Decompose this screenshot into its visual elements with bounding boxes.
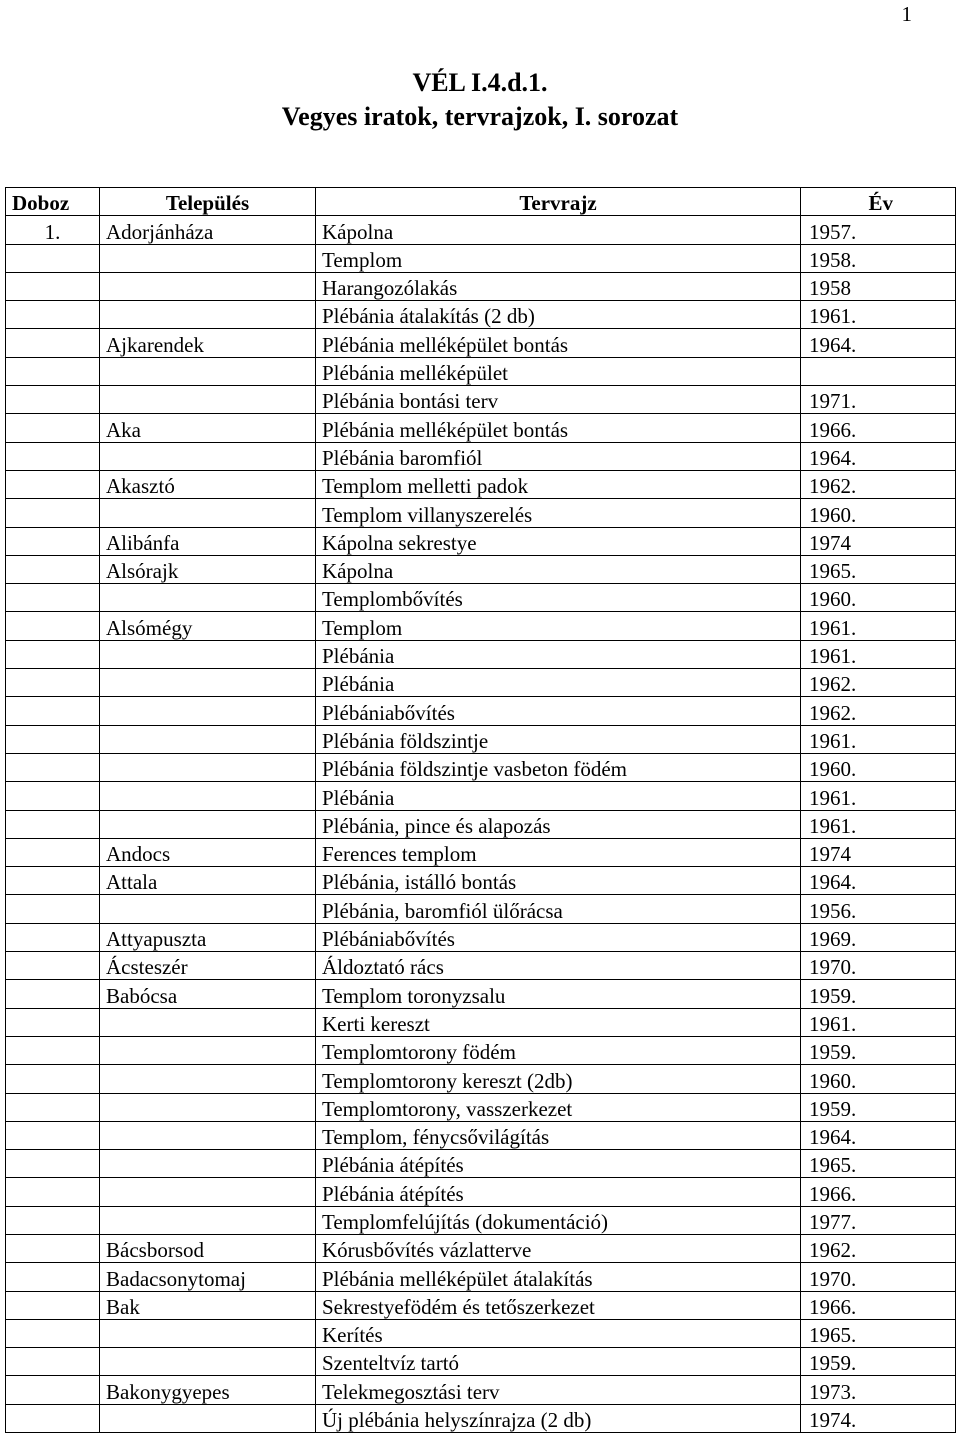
settlement-cell: Adorjánháza xyxy=(100,216,316,244)
settlement-cell xyxy=(100,244,316,272)
year-cell: 1962. xyxy=(801,669,956,697)
settlement-cell xyxy=(100,1178,316,1206)
plan-cell: Templom, fénycsővilágítás xyxy=(316,1121,801,1149)
table-row xyxy=(6,1065,956,1093)
header-plan: Tervrajz xyxy=(316,188,801,216)
year-cell: 1974 xyxy=(801,527,956,555)
year-cell: 1965. xyxy=(801,1150,956,1178)
box-cell xyxy=(6,301,100,329)
settlement-cell xyxy=(100,782,316,810)
box-cell xyxy=(6,272,100,300)
plan-cell: Plébánia átépítés xyxy=(316,1178,801,1206)
plan-cell: Plébánia xyxy=(316,669,801,697)
settlement-cell xyxy=(100,810,316,838)
box-cell xyxy=(6,357,100,385)
box-cell xyxy=(6,1376,100,1404)
settlement-cell xyxy=(100,1008,316,1036)
header-year: Év xyxy=(801,188,956,216)
settlement-cell xyxy=(100,499,316,527)
table-row xyxy=(6,697,956,725)
inventory-table xyxy=(5,187,956,1433)
table-row xyxy=(6,329,956,357)
plan-cell: Templomfelújítás (dokumentáció) xyxy=(316,1206,801,1234)
table-header-row xyxy=(6,188,956,216)
table-row xyxy=(6,555,956,583)
settlement-cell xyxy=(100,1065,316,1093)
plan-cell: Kápolna xyxy=(316,555,801,583)
plan-cell: Sekrestyefödém és tetőszerkezet xyxy=(316,1291,801,1319)
year-cell: 1957. xyxy=(801,216,956,244)
box-cell xyxy=(6,584,100,612)
plan-cell: Plébánia, istálló bontás xyxy=(316,867,801,895)
plan-cell: Templomtorony födém xyxy=(316,1036,801,1064)
table-row xyxy=(6,244,956,272)
plan-cell: Templom xyxy=(316,244,801,272)
box-cell xyxy=(6,640,100,668)
box-cell xyxy=(6,782,100,810)
box-cell xyxy=(6,527,100,555)
box-cell xyxy=(6,555,100,583)
year-cell: 1960. xyxy=(801,753,956,781)
table-row xyxy=(6,669,956,697)
box-cell xyxy=(6,725,100,753)
plan-cell: Templom villanyszerelés xyxy=(316,499,801,527)
box-cell xyxy=(6,1178,100,1206)
settlement-cell: Attyapuszta xyxy=(100,923,316,951)
box-cell xyxy=(6,952,100,980)
plan-cell: Plébánia átalakítás (2 db) xyxy=(316,301,801,329)
settlement-cell xyxy=(100,1121,316,1149)
table-row xyxy=(6,470,956,498)
box-cell xyxy=(6,244,100,272)
plan-cell: Plébánia földszintje xyxy=(316,725,801,753)
title-line-2: Vegyes iratok, tervrajzok, I. sorozat xyxy=(281,102,679,131)
box-cell xyxy=(6,1348,100,1376)
box-cell xyxy=(6,980,100,1008)
table-row xyxy=(6,810,956,838)
plan-cell: Kápolna sekrestye xyxy=(316,527,801,555)
table-row xyxy=(6,952,956,980)
box-cell xyxy=(6,1121,100,1149)
box-cell xyxy=(6,895,100,923)
plan-cell: Templomtorony, vasszerkezet xyxy=(316,1093,801,1121)
box-cell xyxy=(6,1065,100,1093)
document-title xyxy=(0,66,960,134)
plan-cell: Plébánia melléképület átalakítás xyxy=(316,1263,801,1291)
settlement-cell: Alsómégy xyxy=(100,612,316,640)
box-cell xyxy=(6,810,100,838)
table-row xyxy=(6,1404,956,1432)
table-body xyxy=(6,216,956,1433)
table-row xyxy=(6,1348,956,1376)
table-row xyxy=(6,895,956,923)
year-cell: 1960. xyxy=(801,499,956,527)
table-row xyxy=(6,584,956,612)
table-row xyxy=(6,357,956,385)
year-cell: 1961. xyxy=(801,640,956,668)
plan-cell: Plébánia bontási terv xyxy=(316,386,801,414)
settlement-cell: Akasztó xyxy=(100,470,316,498)
page-number: 1 xyxy=(901,2,912,26)
table-row xyxy=(6,612,956,640)
year-cell: 1974 xyxy=(801,838,956,866)
table-row xyxy=(6,442,956,470)
settlement-cell xyxy=(100,442,316,470)
year-cell: 1960. xyxy=(801,1065,956,1093)
plan-cell: Templombővítés xyxy=(316,584,801,612)
settlement-cell: Babócsa xyxy=(100,980,316,1008)
settlement-cell xyxy=(100,272,316,300)
settlement-cell: Alibánfa xyxy=(100,527,316,555)
box-cell xyxy=(6,923,100,951)
plan-cell: Plébánia, pince és alapozás xyxy=(316,810,801,838)
settlement-cell xyxy=(100,753,316,781)
box-cell xyxy=(6,1291,100,1319)
settlement-cell: Bak xyxy=(100,1291,316,1319)
settlement-cell xyxy=(100,357,316,385)
box-cell xyxy=(6,867,100,895)
box-cell xyxy=(6,838,100,866)
year-cell: 1959. xyxy=(801,1093,956,1121)
settlement-cell xyxy=(100,1093,316,1121)
plan-cell: Ferences templom xyxy=(316,838,801,866)
plan-cell: Plébániabővítés xyxy=(316,697,801,725)
settlement-cell xyxy=(100,1036,316,1064)
box-cell xyxy=(6,669,100,697)
year-cell: 1973. xyxy=(801,1376,956,1404)
year-cell: 1961. xyxy=(801,725,956,753)
box-cell xyxy=(6,470,100,498)
table-row xyxy=(6,1093,956,1121)
plan-cell: Kerítés xyxy=(316,1319,801,1347)
table-row xyxy=(6,782,956,810)
plan-cell: Plébánia, baromfiól ülőrácsa xyxy=(316,895,801,923)
box-cell xyxy=(6,1234,100,1262)
box-cell xyxy=(6,499,100,527)
box-cell xyxy=(6,1206,100,1234)
plan-cell: Templom toronyzsalu xyxy=(316,980,801,1008)
table-row xyxy=(6,725,956,753)
year-cell: 1966. xyxy=(801,1178,956,1206)
table-row xyxy=(6,1376,956,1404)
table-row xyxy=(6,414,956,442)
table-row xyxy=(6,272,956,300)
year-cell: 1965. xyxy=(801,555,956,583)
plan-cell: Kápolna xyxy=(316,216,801,244)
table-row xyxy=(6,1008,956,1036)
settlement-cell xyxy=(100,640,316,668)
plan-cell: Plébánia xyxy=(316,782,801,810)
settlement-cell xyxy=(100,1404,316,1432)
year-cell: 1964. xyxy=(801,867,956,895)
plan-cell: Plébánia xyxy=(316,640,801,668)
year-cell: 1959. xyxy=(801,1036,956,1064)
plan-cell: Szenteltvíz tartó xyxy=(316,1348,801,1376)
plan-cell: Kórusbővítés vázlatterve xyxy=(316,1234,801,1262)
year-cell: 1964. xyxy=(801,329,956,357)
box-cell xyxy=(6,1263,100,1291)
settlement-cell xyxy=(100,895,316,923)
year-cell: 1966. xyxy=(801,1291,956,1319)
year-cell: 1959. xyxy=(801,980,956,1008)
box-cell: 1. xyxy=(6,216,100,244)
settlement-cell xyxy=(100,1206,316,1234)
year-cell: 1964. xyxy=(801,442,956,470)
year-cell: 1961. xyxy=(801,1008,956,1036)
year-cell: 1965. xyxy=(801,1319,956,1347)
table-row xyxy=(6,1150,956,1178)
year-cell: 1964. xyxy=(801,1121,956,1149)
settlement-cell: Bakonygyepes xyxy=(100,1376,316,1404)
settlement-cell xyxy=(100,386,316,414)
year-cell: 1962. xyxy=(801,470,956,498)
table-row xyxy=(6,1121,956,1149)
box-cell xyxy=(6,1093,100,1121)
settlement-cell xyxy=(100,1150,316,1178)
inventory-table-container xyxy=(5,187,955,1433)
table-row xyxy=(6,1319,956,1347)
table-row xyxy=(6,923,956,951)
year-cell: 1977. xyxy=(801,1206,956,1234)
box-cell xyxy=(6,442,100,470)
table-row xyxy=(6,1234,956,1262)
year-cell: 1961. xyxy=(801,782,956,810)
table-row xyxy=(6,640,956,668)
year-cell: 1962. xyxy=(801,697,956,725)
plan-cell: Harangozólakás xyxy=(316,272,801,300)
box-cell xyxy=(6,1150,100,1178)
settlement-cell: Aka xyxy=(100,414,316,442)
table-row xyxy=(6,980,956,1008)
table-row xyxy=(6,1291,956,1319)
plan-cell: Áldoztató rács xyxy=(316,952,801,980)
settlement-cell: Badacsonytomaj xyxy=(100,1263,316,1291)
title-line-1: VÉL I.4.d.1. xyxy=(412,68,548,97)
year-cell: 1974. xyxy=(801,1404,956,1432)
table-row xyxy=(6,527,956,555)
table-row xyxy=(6,301,956,329)
header-settlement: Település xyxy=(100,188,316,216)
year-cell: 1961. xyxy=(801,612,956,640)
box-cell xyxy=(6,386,100,414)
plan-cell: Templomtorony kereszt (2db) xyxy=(316,1065,801,1093)
year-cell: 1962. xyxy=(801,1234,956,1262)
year-cell: 1959. xyxy=(801,1348,956,1376)
settlement-cell xyxy=(100,725,316,753)
table-row xyxy=(6,1178,956,1206)
plan-cell: Új plébánia helyszínrajza (2 db) xyxy=(316,1404,801,1432)
plan-cell: Plébánia földszintje vasbeton födém xyxy=(316,753,801,781)
plan-cell: Plébániabővítés xyxy=(316,923,801,951)
plan-cell: Templom xyxy=(316,612,801,640)
box-cell xyxy=(6,612,100,640)
year-cell xyxy=(801,357,956,385)
box-cell xyxy=(6,1404,100,1432)
table-row xyxy=(6,1206,956,1234)
year-cell: 1969. xyxy=(801,923,956,951)
year-cell: 1961. xyxy=(801,301,956,329)
table-row xyxy=(6,838,956,866)
settlement-cell: Andocs xyxy=(100,838,316,866)
settlement-cell: Attala xyxy=(100,867,316,895)
plan-cell: Kerti kereszt xyxy=(316,1008,801,1036)
settlement-cell xyxy=(100,584,316,612)
year-cell: 1970. xyxy=(801,1263,956,1291)
settlement-cell xyxy=(100,1319,316,1347)
table-row xyxy=(6,1036,956,1064)
box-cell xyxy=(6,1319,100,1347)
header-box: Doboz xyxy=(6,188,100,216)
table-row xyxy=(6,216,956,244)
settlement-cell: Alsórajk xyxy=(100,555,316,583)
settlement-cell: Bácsborsod xyxy=(100,1234,316,1262)
table-row xyxy=(6,867,956,895)
settlement-cell xyxy=(100,669,316,697)
box-cell xyxy=(6,697,100,725)
table-row xyxy=(6,499,956,527)
plan-cell: Plébánia baromfiól xyxy=(316,442,801,470)
box-cell xyxy=(6,1036,100,1064)
year-cell: 1956. xyxy=(801,895,956,923)
year-cell: 1961. xyxy=(801,810,956,838)
plan-cell: Plébánia melléképület xyxy=(316,357,801,385)
box-cell xyxy=(6,329,100,357)
settlement-cell xyxy=(100,301,316,329)
settlement-cell xyxy=(100,1348,316,1376)
table-row xyxy=(6,386,956,414)
plan-cell: Plébánia átépítés xyxy=(316,1150,801,1178)
box-cell xyxy=(6,753,100,781)
year-cell: 1960. xyxy=(801,584,956,612)
plan-cell: Templom melletti padok xyxy=(316,470,801,498)
settlement-cell: Ácsteszér xyxy=(100,952,316,980)
year-cell: 1970. xyxy=(801,952,956,980)
table-row xyxy=(6,1263,956,1291)
year-cell: 1958 xyxy=(801,272,956,300)
plan-cell: Telekmegosztási terv xyxy=(316,1376,801,1404)
table-row xyxy=(6,753,956,781)
box-cell xyxy=(6,414,100,442)
year-cell: 1958. xyxy=(801,244,956,272)
plan-cell: Plébánia melléképület bontás xyxy=(316,329,801,357)
year-cell: 1966. xyxy=(801,414,956,442)
settlement-cell xyxy=(100,697,316,725)
box-cell xyxy=(6,1008,100,1036)
year-cell: 1971. xyxy=(801,386,956,414)
settlement-cell: Ajkarendek xyxy=(100,329,316,357)
plan-cell: Plébánia melléképület bontás xyxy=(316,414,801,442)
